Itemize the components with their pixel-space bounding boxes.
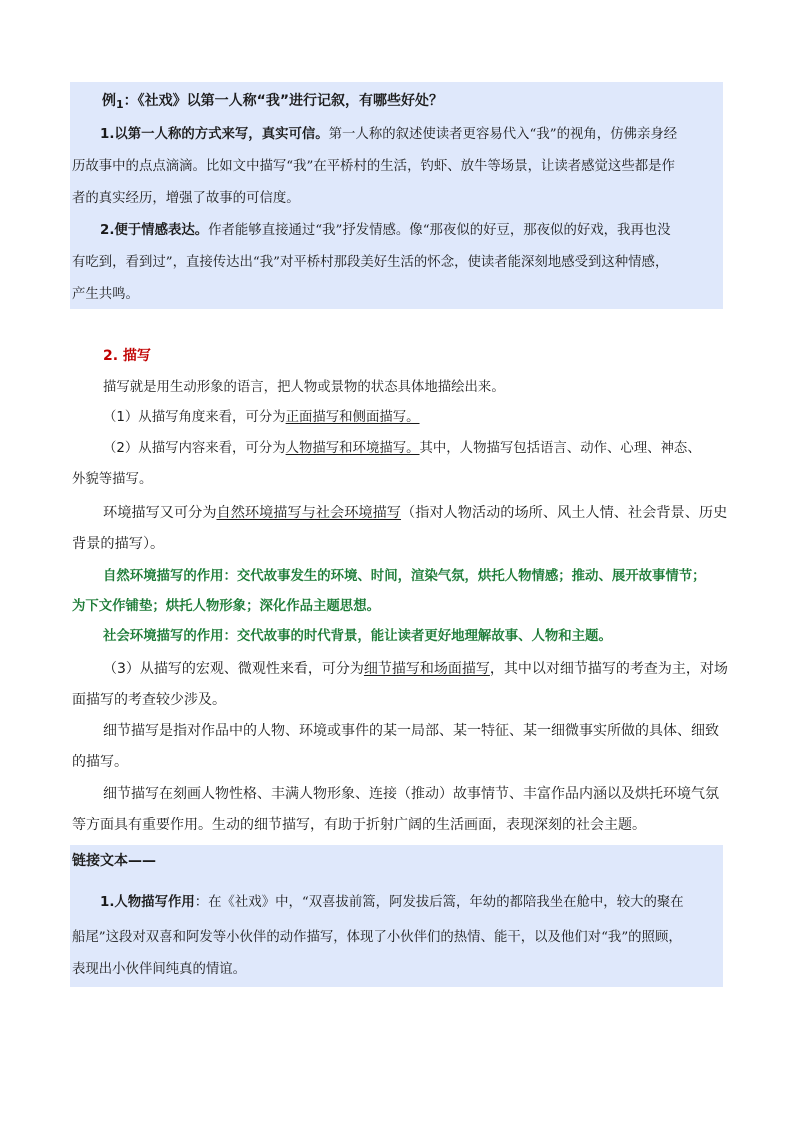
item-3-underlined: 细节描写和场面描写	[363, 661, 490, 677]
example-point-2-lead: 2.便于情感表达。	[100, 223, 209, 238]
example-question-text: ：《社戏》以第一人称“我”进行记叙，有哪些好处？	[123, 93, 444, 109]
item-2-rest: 语言、动作、心理、神态、	[540, 441, 701, 456]
example-question	[102, 92, 443, 111]
example-point-1-line3: 者的真实经历，增强了故事的可信度。	[72, 191, 300, 206]
example-point-1	[100, 126, 677, 144]
example-point-1-text: 第一人称的叙述使读者更容易代入“我”的视角，仿佛亲身经	[328, 127, 678, 142]
item-3-rest: ，其中以对细节描写的考查为主，对场	[489, 661, 728, 677]
example-point-2-text: 作者能够直接通过“我”抒发情感。像“那夜似的好豆，那夜似的好戏，我再也没	[208, 223, 671, 238]
environment-description-line2: 背景的描写）。	[72, 536, 165, 552]
link-point-line2: 船尾”这段对双喜和阿发等小伙伴的动作描写，体现了小伙伴们的热情、能干，以及他们对“我”的照顾，	[72, 930, 682, 945]
item-1-text: （1）从描写角度来看，可分为	[103, 410, 286, 425]
link-point-line3: 表现出小伙伴间纯真的情谊。	[72, 962, 247, 977]
nature-role-line2: 为下文作铺垫；烘托人物形象；深化作品主题思想。	[72, 598, 380, 614]
link-heading: 链接文本——	[72, 853, 156, 869]
env-text: 环境描写又可分为	[103, 505, 217, 521]
example-point-2-line2: 有吃到，看到过”，直接传达出“我”对平桥村那段美好生活的怀念，使读者能深刻地感受到这种情感，	[72, 255, 669, 270]
detail-para-1-line2: 的描写。	[72, 754, 128, 770]
section-item-3-line2: 面描写的考查较少涉及。	[72, 692, 226, 708]
item-1-underlined: 正面描写和侧面描写。	[285, 410, 420, 425]
detail-para-2-line2: 等方面具有重要作用。生动的细节描写，有助于折射广阔的生活画面，表现深刻的社会主题。	[72, 817, 646, 833]
example-point-1-line2: 历故事中的点点滴滴。比如文中描写“我”在平桥村的生活，钓虾、放牛等场景，让读者感觉这些都是作	[72, 159, 675, 174]
section-intro: 描写就是用生动形象的语言，把人物或景物的状态具体地描绘出来。	[103, 380, 505, 395]
section-heading: 2. 描写	[103, 348, 151, 364]
example-label: 例	[102, 93, 116, 109]
example-point-1-lead: 1.以第一人称的方式来写，真实可信。	[100, 127, 329, 142]
item-2-mid: 其中，人物描写包括	[419, 441, 541, 456]
example-point-2-line3: 产生共鸣。	[72, 287, 139, 302]
detail-para-1-line1: 细节描写是指对作品中的人物、环境或事件的某一局部、某一特征、某一细微事实所做的具体、细致	[103, 723, 719, 739]
example-number: 1	[116, 98, 124, 111]
item-2-underlined: 人物描写和环境描写。	[285, 441, 420, 456]
section-item-3	[103, 660, 728, 678]
env-underlined: 自然环境描写与社会环境描写	[216, 505, 401, 521]
example-point-2	[100, 222, 671, 240]
item-3-text: （3）从描写的宏观、微观性来看，可分为	[103, 661, 364, 677]
section-item-1	[103, 409, 420, 427]
link-point-lead: 1.人物描写作用	[100, 895, 195, 910]
item-2-text: （2）从描写内容来看，可分为	[103, 441, 286, 456]
link-point-text: ：在《社戏》中，“双喜拔前篙，阿发拔后篙，年幼的都陪我坐在舱中，较大的聚在	[194, 895, 684, 910]
social-role-line: 社会环境描写的作用：交代故事的时代背景，能让读者更好地理解故事、人物和主题。	[103, 628, 612, 644]
section-item-2-line2: 外貌等描写。	[72, 472, 153, 487]
detail-para-2-line1: 细节描写在刻画人物性格、丰满人物形象、连接（推动）故事情节、丰富作品内涵以及烘托环境气氛	[103, 786, 719, 802]
section-item-2	[103, 440, 701, 458]
env-rest: （指对人物活动的场所、风土人情、社会背景、历史	[400, 505, 728, 521]
nature-role-line1: 自然环境描写的作用：交代故事发生的环境、时间，渲染气氛，烘托人物情感；推动、展开故事情节；	[103, 568, 706, 584]
link-point-1	[100, 894, 684, 912]
environment-description	[103, 504, 727, 522]
